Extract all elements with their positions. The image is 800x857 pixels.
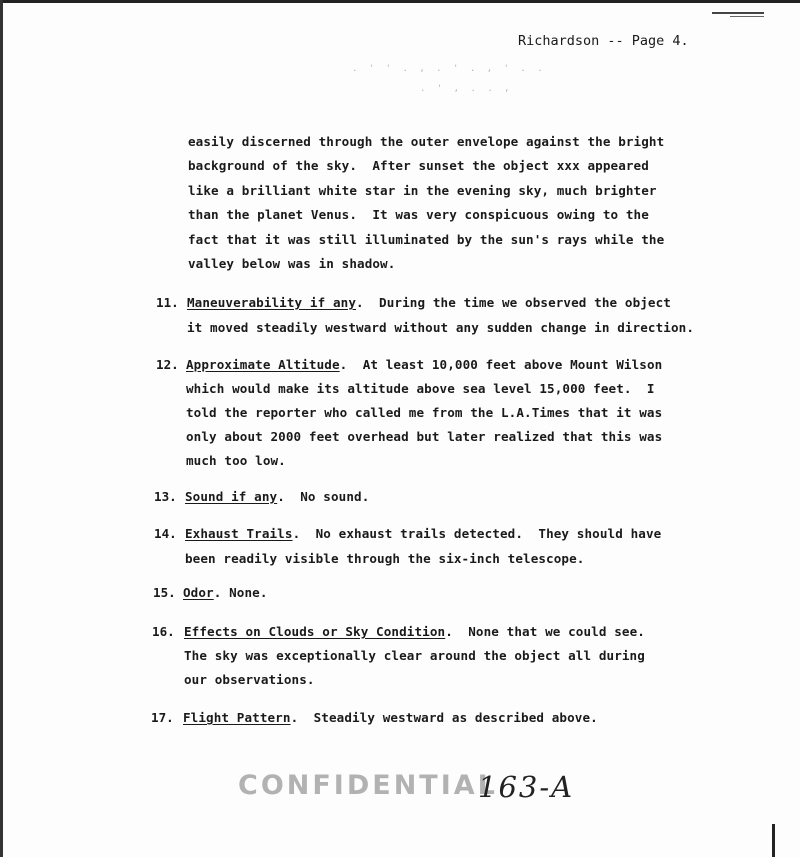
item-text-line: told the reporter who called me from the L.A.Times that it was [186, 405, 663, 420]
item-first-line [183, 585, 268, 600]
item-text: . At least 10,000 feet above Mount Wilson [339, 357, 663, 372]
item-text-line: our observations. [184, 672, 315, 687]
scan-edge-left [0, 0, 3, 857]
item-first-line [185, 526, 661, 541]
item-number: 12. [156, 357, 179, 372]
item-text: . Steadily westward as described above. [290, 710, 598, 725]
item-first-line [184, 624, 645, 639]
item-number: 13. [154, 489, 177, 504]
item-heading: Effects on Clouds or Sky Condition [184, 624, 446, 639]
item-text-line: been readily visible through the six-inch telescope. [185, 551, 585, 566]
item-text-line: only about 2000 feet overhead but later realized that this was [186, 429, 663, 444]
item-heading: Exhaust Trails [185, 526, 293, 541]
scan-edge-top [0, 0, 800, 3]
item-number: 14. [154, 526, 177, 541]
paragraph-line: valley below was in shadow. [188, 256, 396, 271]
paragraph-line: fact that it was still illuminated by the sun's rays while the [188, 232, 665, 247]
item-text: . No sound. [277, 489, 370, 504]
paragraph-line: than the planet Venus. It was very conspicuous owing to the [188, 207, 649, 222]
item-text-line: much too low. [186, 453, 286, 468]
item-first-line [187, 295, 671, 310]
item-text-line: it moved steadily westward without any sudden change in direction. [187, 320, 695, 335]
paragraph-line: like a brilliant white star in the evening sky, much brighter [188, 183, 657, 198]
bleed-through-smudge: . ' ' . , . ' . , ' . . [352, 64, 546, 74]
item-text-line: The sky was exceptionally clear around the object all during [184, 648, 645, 663]
item-heading: Approximate Altitude [186, 357, 340, 372]
item-number: 16. [152, 624, 175, 639]
item-text: . None. [213, 585, 268, 600]
item-number: 11. [156, 295, 179, 310]
paragraph-line: background of the sky. After sunset the object xxx appeared [188, 158, 649, 173]
handwritten-note: 163-A [478, 770, 575, 804]
item-heading: Sound if any [185, 489, 278, 504]
item-number: 15. [153, 585, 176, 600]
item-number: 17. [151, 710, 174, 725]
bleed-through-smudge: . ' , . . , [420, 84, 513, 94]
scan-mark [712, 12, 764, 14]
item-text: . During the time we observed the object [356, 295, 671, 310]
item-heading: Maneuverability if any [187, 295, 357, 310]
scan-mark [730, 16, 764, 17]
item-text: . None that we could see. [445, 624, 645, 639]
item-first-line [186, 357, 662, 372]
item-heading: Odor [183, 585, 214, 600]
item-text: . No exhaust trails detected. They should have [292, 526, 662, 541]
page-header: Richardson -- Page 4. [518, 33, 689, 49]
confidential-stamp: CONFIDENTIAL [238, 770, 498, 801]
item-first-line [185, 489, 369, 504]
scan-mark [772, 824, 775, 857]
item-heading: Flight Pattern [183, 710, 291, 725]
item-text-line: which would make its altitude above sea level 15,000 feet. I [186, 381, 655, 396]
item-first-line [183, 710, 598, 725]
paragraph-line: easily discerned through the outer envelope against the bright [188, 134, 665, 149]
